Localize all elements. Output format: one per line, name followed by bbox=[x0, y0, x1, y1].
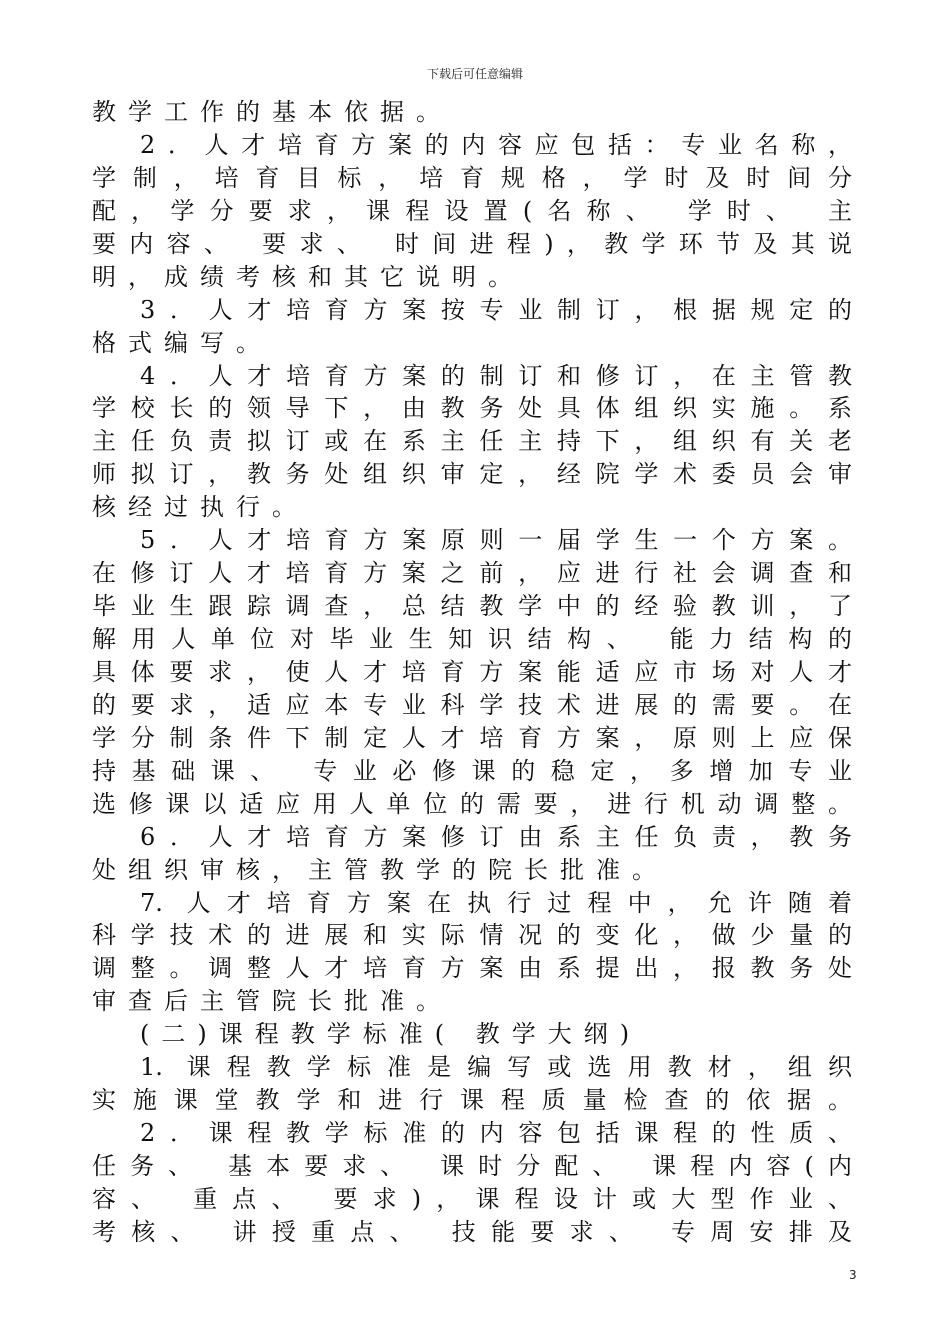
text-line: 的要求，适应本专业科学技术进展的需要。在 bbox=[92, 690, 852, 719]
text-line: 学分制条件下制定人才培育方案，原则上应保 bbox=[92, 723, 852, 752]
text-line: 学校长的领导下，由教务处具体组织实施。系 bbox=[92, 394, 852, 423]
text-line: 核经过执行。 bbox=[92, 493, 308, 522]
text-line: 选修课以适应用人单位的需要，进行机动调整。 bbox=[92, 789, 852, 818]
text-line: 4．人才培育方案的制订和修订，在主管教 bbox=[140, 361, 852, 390]
page-header: 下载后可任意编辑 bbox=[426, 67, 523, 81]
text-line: 处组织审核，主管教学的院长批准。 bbox=[92, 855, 668, 884]
text-line: 审查后主管院长批准。 bbox=[92, 987, 452, 1016]
text-line: 明，成绩考核和其它说明。 bbox=[92, 262, 524, 291]
text-line: 6．人才培育方案修订由系主任负责，教务 bbox=[140, 822, 852, 851]
text-line: 5．人才培育方案原则一届学生一个方案。 bbox=[140, 526, 852, 555]
text-line: 毕业生跟踪调查，总结教学中的经验教训，了 bbox=[92, 592, 852, 621]
text-line: 学制，培育目标，培育规格，学时及时间分 bbox=[92, 163, 852, 192]
text-line: 3．人才培育方案按专业制订，根据规定的 bbox=[140, 295, 852, 324]
text-line: 1. 课程教学标准是编写或选用教材，组织 bbox=[140, 1053, 852, 1082]
text-line: 解用人单位对毕业生知识结构、 能力结构的 bbox=[92, 625, 852, 653]
text-line: 2．课程教学标准的内容包括课程的性质、 bbox=[140, 1119, 852, 1148]
text-line: 具体要求，使人才培育方案能适应市场对人才 bbox=[92, 657, 852, 686]
text-line: 主任负责拟订或在系主任主持下，组织有关老 bbox=[92, 427, 852, 456]
text-line: 格式编写。 bbox=[92, 328, 272, 357]
text-line: 要内容、 要求、 时间进程)，教学环节及其说 bbox=[92, 229, 852, 258]
text-line: 持基础课、 专业必修课的稳定，多增加专业 bbox=[92, 756, 852, 785]
page-number: 3 bbox=[849, 1268, 857, 1282]
text-line: 教学工作的基本依据。 bbox=[92, 98, 452, 126]
text-line: 在修订人才培育方案之前，应进行社会调查和 bbox=[92, 559, 852, 588]
text-line: 2．人才培育方案的内容应包括：专业名称， bbox=[140, 130, 852, 159]
text-line: 配，学分要求，课程设置(名称、 学时、 主 bbox=[92, 196, 852, 225]
text-line: 考核、 讲授重点、 技能要求、 专周安排及 bbox=[92, 1217, 852, 1246]
text-line: 科学技术的进展和实际情况的变化，做少量的 bbox=[92, 921, 852, 950]
text-line: 实施课堂教学和进行课程质量检查的依据。 bbox=[92, 1086, 852, 1115]
text-line: 7. 人才培育方案在执行过程中，允许随着 bbox=[140, 888, 852, 917]
text-line: 任务、 基本要求、 课时分配、 课程内容(内 bbox=[92, 1152, 852, 1180]
text-line: 师拟订，教务处组织审定，经院学术委员会审 bbox=[92, 460, 852, 489]
section-heading: (二)课程教学标准( 教学大纲) bbox=[140, 1020, 642, 1049]
document-body bbox=[92, 96, 852, 1249]
text-line: 调整。调整人才培育方案由系提出，报教务处 bbox=[92, 954, 852, 983]
text-line: 容、 重点、 要求)，课程设计或大型作业、 bbox=[92, 1184, 852, 1213]
